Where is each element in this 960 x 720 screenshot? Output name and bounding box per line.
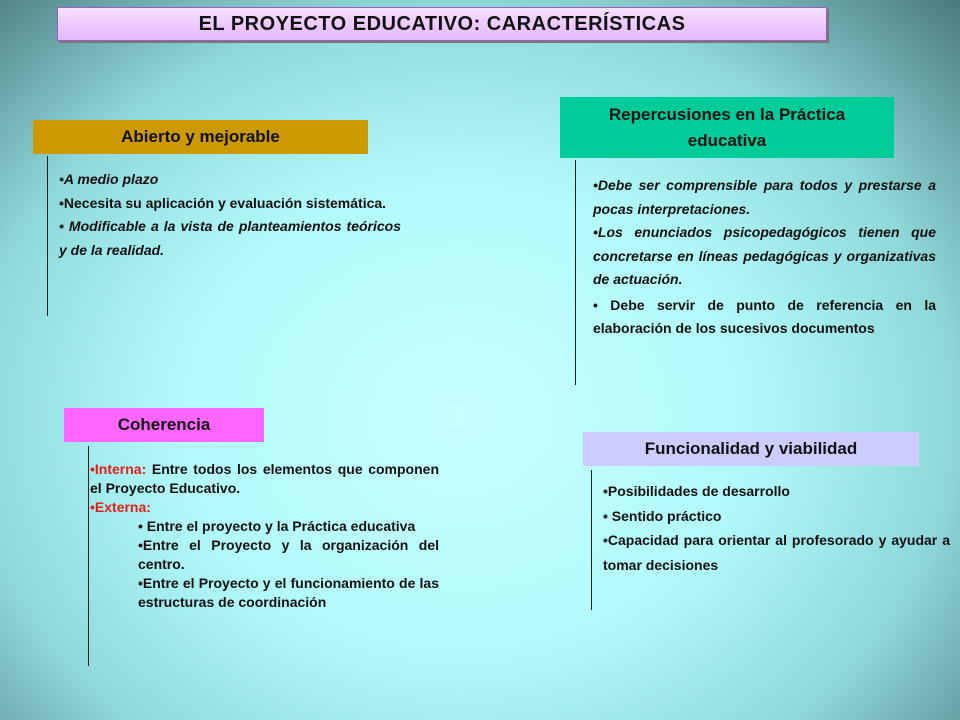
list-item: •Necesita su aplicación y evaluación sistemática. [59, 194, 387, 211]
interna-text: Entre todos los elementos que componen el Proyecto Educativo. [90, 461, 439, 496]
list-item: • Sentido práctico [603, 507, 722, 524]
repercusiones-list [593, 174, 936, 341]
funcionalidad-list [603, 479, 950, 577]
interna-label: •Interna: [90, 461, 147, 477]
funcionalidad-divider [591, 470, 592, 610]
coherencia-list [90, 460, 439, 612]
abierto-list [59, 168, 401, 262]
list-item: •Posibilidades de desarrollo [603, 483, 790, 499]
list-item: •Entre el Proyecto y la organización del centro. [138, 537, 439, 572]
abierto-divider [47, 156, 48, 316]
list-item: •Debe ser comprensible para todos y prestarse a pocas interpretaciones. [593, 177, 936, 217]
coherencia-interna [90, 460, 439, 498]
list-item: • Modificable a la vista de planteamientos teóricos y de la realidad. [59, 218, 401, 258]
list-item: • Entre el proyecto y la Práctica educativa [138, 518, 416, 534]
coherencia-heading: Coherencia [64, 408, 264, 442]
page-title: EL PROYECTO EDUCATIVO: CARACTERÍSTICAS [57, 7, 827, 41]
list-item: •Capacidad para orientar al profesorado y ayudar a tomar decisiones [603, 532, 950, 573]
list-item: •Entre el Proyecto y el funcionamiento de las estructuras de coordinación [138, 575, 439, 610]
list-item: • Debe servir de punto de referencia en la elaboración de los sucesivos documentos [593, 296, 936, 336]
coherencia-divider [88, 446, 89, 666]
list-item: •A medio plazo [59, 171, 159, 187]
funcionalidad-heading: Funcionalidad y viabilidad [583, 432, 919, 466]
repercusiones-heading: Repercusiones en la Práctica educativa [560, 97, 894, 158]
abierto-heading: Abierto y mejorable [33, 120, 368, 154]
externa-label: •Externa: [90, 499, 151, 515]
list-item: •Los enunciados psicopedagógicos tienen que concretarse en líneas pedagógicas y organizativas de actuación. [593, 224, 936, 287]
repercusiones-divider [575, 160, 576, 385]
